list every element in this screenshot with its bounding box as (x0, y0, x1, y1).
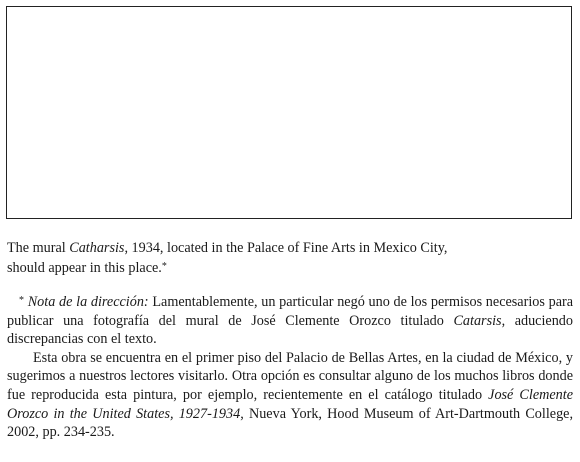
note-p1-title: Catarsis (453, 312, 502, 329)
editorial-note (7, 293, 573, 442)
figure-caption (7, 238, 567, 278)
caption-text-continued: , 1934, located in the Palace of Fine Arts in Mexico City, (124, 240, 448, 256)
note-p1-text: Lamentablemente, un particular negó uno de los permisos necesarios para publicar una fotografía del mural de José Clemente Orozco titulado (7, 294, 574, 329)
note-paragraph-1 (7, 293, 573, 349)
note-label: Nota de la dirección: (27, 294, 149, 310)
image-placeholder (6, 6, 572, 219)
note-p2-text: Esta obra se encuentra en el primer piso del Palacio de Bellas Artes, en la ciudad de México, y sugerimos a nuestros lectores visitarlo. Otra opción es consultar alguno de los muchos libros donde fue reproducida esta pintura, por ejemplo, recientemente en el catálogo titulado (7, 349, 573, 403)
note-p2-text-end: , Nueva York, Hood Museum of Art-Dartmouth College, 2002, pp. 234-235. (7, 405, 574, 441)
note-marker: * (19, 295, 24, 306)
note-p1-text-end: , aduciendo discrepancias con el texto. (7, 312, 573, 348)
footnote-marker: * (161, 261, 167, 272)
note-paragraph-2 (7, 349, 573, 442)
caption-line-2: should appear in this place. (7, 260, 162, 276)
note-p2-catalog-title: José Clemente Orozco in the United States, 1927-1934 (7, 386, 573, 422)
caption-text: The mural (7, 240, 70, 256)
caption-mural-title: Catharsis (69, 240, 125, 256)
